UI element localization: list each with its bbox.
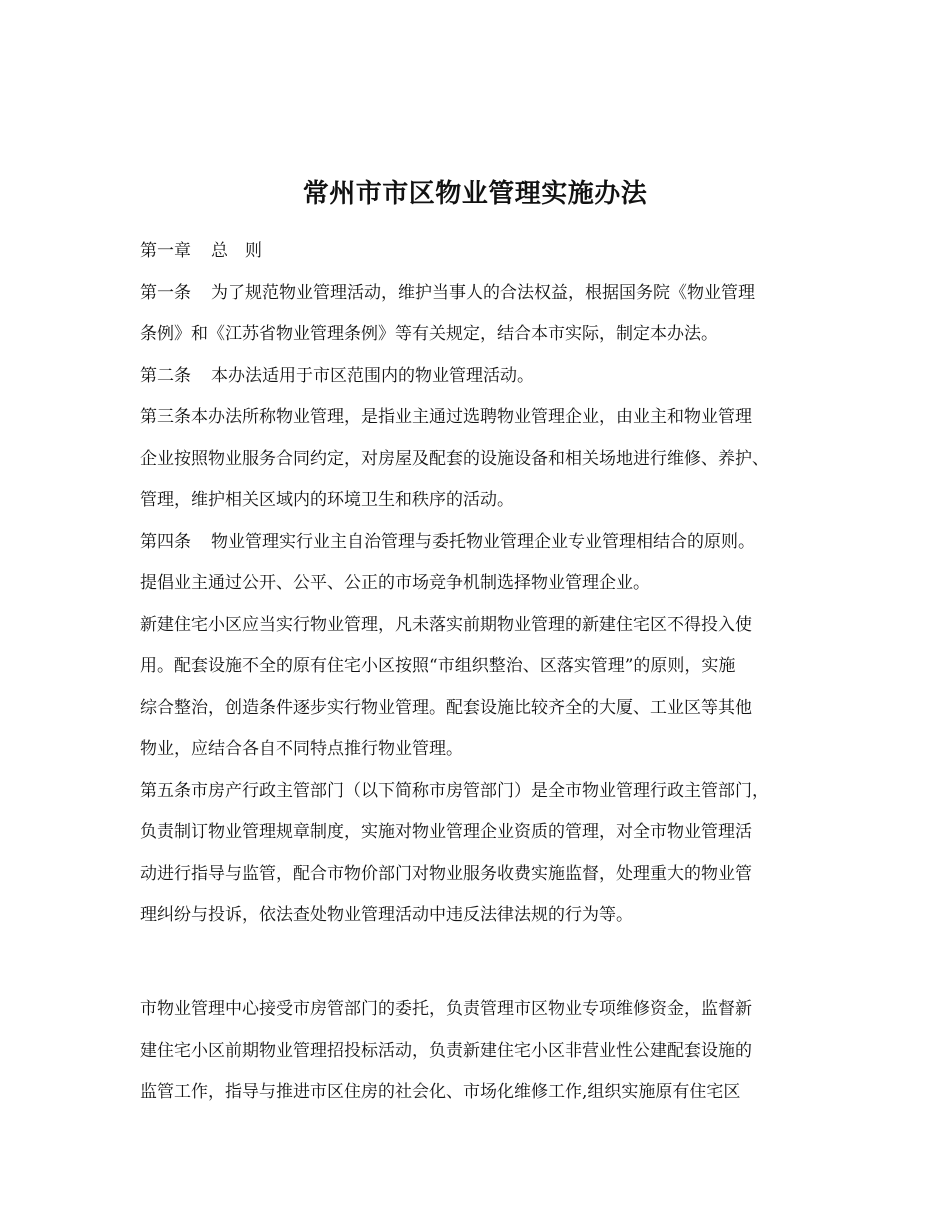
chapter-number: 第一章 [140,241,191,261]
document-body-continued [140,989,815,1114]
article-1-label: 第一条 [140,282,191,303]
article-4-label: 第四条 [140,531,191,552]
article-5-line-1: 第五条市房产行政主管部门（以下简称市房管部门）是全市物业管理行政主管部门， [140,780,769,801]
paragraph-housing-line-1: 新建住宅小区应当实行物业管理，凡未落实前期物业管理的新建住宅区不得投入使 [140,614,752,635]
article-2-label: 第二条 [140,365,191,386]
article-1-line-2: 条例》和《江苏省物业管理条例》等有关规定，结合本市实际，制定本办法。 [140,324,718,344]
article-5-line-2: 负责制订物业管理规章制度，实施对物业管理企业资质的管理，对全市物业管理活 [140,822,752,842]
article-1-line-1: 第一条 为了规范物业管理活动，维护当事人的合法权益，根据国务院《物业管理 [140,282,755,303]
paragraph-housing-line-4: 物业，应结合各自不同特点推行物业管理。 [140,739,463,759]
document-body [140,231,815,937]
paragraph-center-line-3: 监管工作，指导与推进市区住房的社会化、市场化维修工作,组织实施原有住宅区 [140,1082,741,1102]
article-5-line-4: 理纠纷与投诉，依法查处物业管理活动中违反法律法规的行为等。 [140,905,633,925]
article-3-line-2: 企业按照物业服务合同约定，对房屋及配套的设施设备和相关场地进行维修、养护、 [140,448,769,469]
chapter-name: 总 则 [211,241,262,261]
paragraph-center-line-2: 建住宅小区前期物业管理招投标活动，负责新建住宅小区非营业性公建配套设施的 [140,1040,752,1061]
article-3-line-3: 管理，维护相关区域内的环境卫生和秩序的活动。 [140,490,514,510]
paragraph-center-line-1: 市物业管理中心接受市房管部门的委托，负责管理市区物业专项维修资金，监督新 [140,999,752,1019]
article-2-line-1: 第二条 本办法适用于市区范围内的物业管理活动。 [140,365,534,386]
article-4-line-1: 第四条 物业管理实行业主自治管理与委托物业管理企业专业管理相结合的原则。 [140,531,755,552]
article-3-line-1: 第三条本办法所称物业管理，是指业主通过选聘物业管理企业，由业主和物业管理 [140,407,752,427]
article-4-line-2: 提倡业主通过公开、公平、公正的市场竞争机制选择物业管理企业。 [140,573,650,593]
chapter-heading [140,231,815,273]
paragraph-housing-line-2: 用。配套设施不全的原有住宅小区按照“市组织整治、区落实管理”的原则，实施 [140,656,736,676]
article-5-line-3: 动进行指导与监管，配合市物价部门对物业服务收费实施监督，处理重大的物业管 [140,863,752,884]
paragraph-housing-line-3: 综合整治，创造条件逐步实行物业管理。配套设施比较齐全的大厦、工业区等其他 [140,697,752,718]
document-title: 常州市市区物业管理实施办法 [302,179,648,209]
